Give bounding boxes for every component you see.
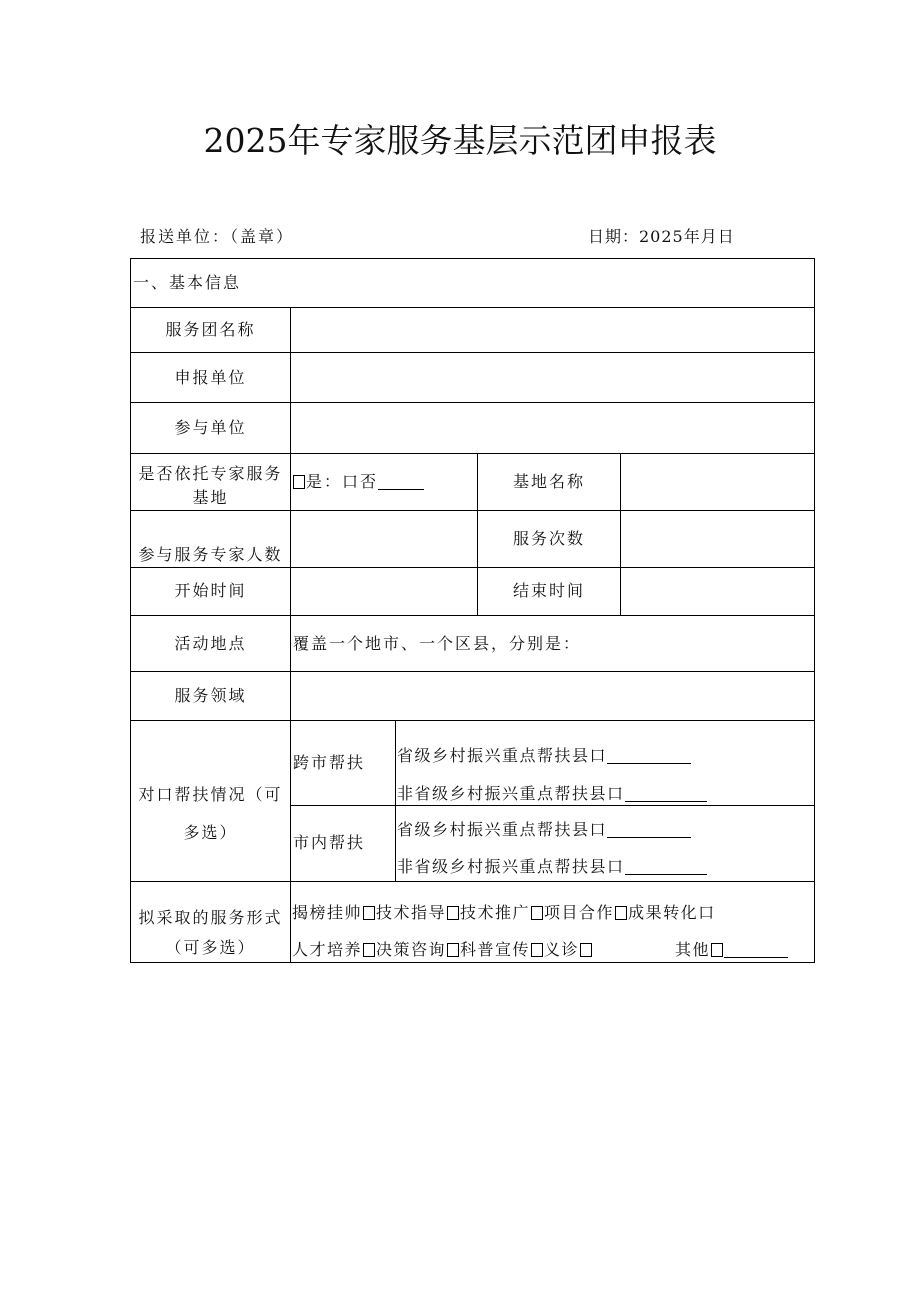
pair-assist-label: 对口帮扶情况（可多选） bbox=[138, 785, 283, 842]
service-form-option[interactable]: 决策咨询 bbox=[376, 940, 460, 959]
start-time-label: 开始时间 bbox=[174, 581, 247, 600]
page-title: 2025年专家服务基层示范团申报表 bbox=[203, 121, 717, 160]
team-name-label: 服务团名称 bbox=[165, 320, 256, 339]
service-form-option[interactable]: 人才培养 bbox=[292, 940, 376, 959]
rely-base-choice[interactable]: 是：口否 bbox=[292, 472, 424, 492]
end-time-input[interactable] bbox=[621, 572, 814, 614]
service-form-option[interactable]: 技术指导 bbox=[376, 903, 460, 922]
yes-checkbox[interactable] bbox=[293, 475, 305, 489]
report-unit-label: 报送单位：（盖章） bbox=[140, 227, 295, 246]
service-times-label: 服务次数 bbox=[512, 529, 585, 548]
end-time-label: 结束时间 bbox=[512, 581, 585, 600]
cross-city-key-county[interactable]: 省级乡村振兴重点帮扶县口 bbox=[397, 746, 691, 766]
within-city-key-county[interactable]: 省级乡村振兴重点帮扶县口 bbox=[397, 820, 691, 840]
service-form-option[interactable]: 科普宣传 bbox=[460, 940, 544, 959]
service-field-input[interactable] bbox=[291, 676, 814, 719]
participate-unit-input[interactable] bbox=[291, 407, 814, 452]
rely-base-label: 是否依托专家服务基地 bbox=[138, 464, 283, 507]
service-form-other[interactable]: 其他 bbox=[675, 940, 788, 960]
service-form-label: 拟采取的服务形式（可多选） bbox=[138, 908, 283, 957]
section-basic-info: 一、基本信息 bbox=[133, 273, 242, 292]
base-name-label: 基地名称 bbox=[512, 472, 585, 491]
within-city-label: 市内帮扶 bbox=[293, 833, 366, 852]
date-label: 日期：2025年月日 bbox=[588, 227, 735, 246]
location-label: 活动地点 bbox=[174, 634, 247, 653]
service-forms-row-1 bbox=[292, 903, 716, 923]
service-form-option[interactable]: 项目合作 bbox=[544, 903, 628, 922]
service-field-label: 服务领域 bbox=[174, 686, 247, 705]
service-times-input[interactable] bbox=[621, 515, 814, 565]
location-value[interactable]: 覆盖一个地市、一个区县，分别是： bbox=[293, 634, 582, 653]
participate-unit-label: 参与单位 bbox=[174, 418, 247, 437]
service-form-option[interactable]: 揭榜挂帅 bbox=[292, 903, 376, 922]
service-forms-row-2 bbox=[292, 940, 593, 960]
cross-city-label: 跨市帮扶 bbox=[293, 753, 366, 772]
service-form-option[interactable]: 义诊 bbox=[544, 940, 593, 959]
apply-unit-input[interactable] bbox=[291, 357, 814, 401]
service-form-option[interactable]: 技术推广 bbox=[460, 903, 544, 922]
expert-count-input[interactable] bbox=[291, 515, 476, 565]
apply-unit-label: 申报单位 bbox=[174, 368, 247, 387]
expert-count-label: 参与服务专家人数 bbox=[138, 545, 283, 564]
start-time-input[interactable] bbox=[291, 572, 476, 614]
team-name-input[interactable] bbox=[291, 312, 814, 351]
service-form-option[interactable]: 成果转化口 bbox=[628, 903, 716, 922]
cross-city-non-key-county[interactable]: 非省级乡村振兴重点帮扶县口 bbox=[397, 784, 707, 804]
base-name-input[interactable] bbox=[621, 458, 814, 508]
within-city-non-key-county[interactable]: 非省级乡村振兴重点帮扶县口 bbox=[397, 857, 707, 877]
